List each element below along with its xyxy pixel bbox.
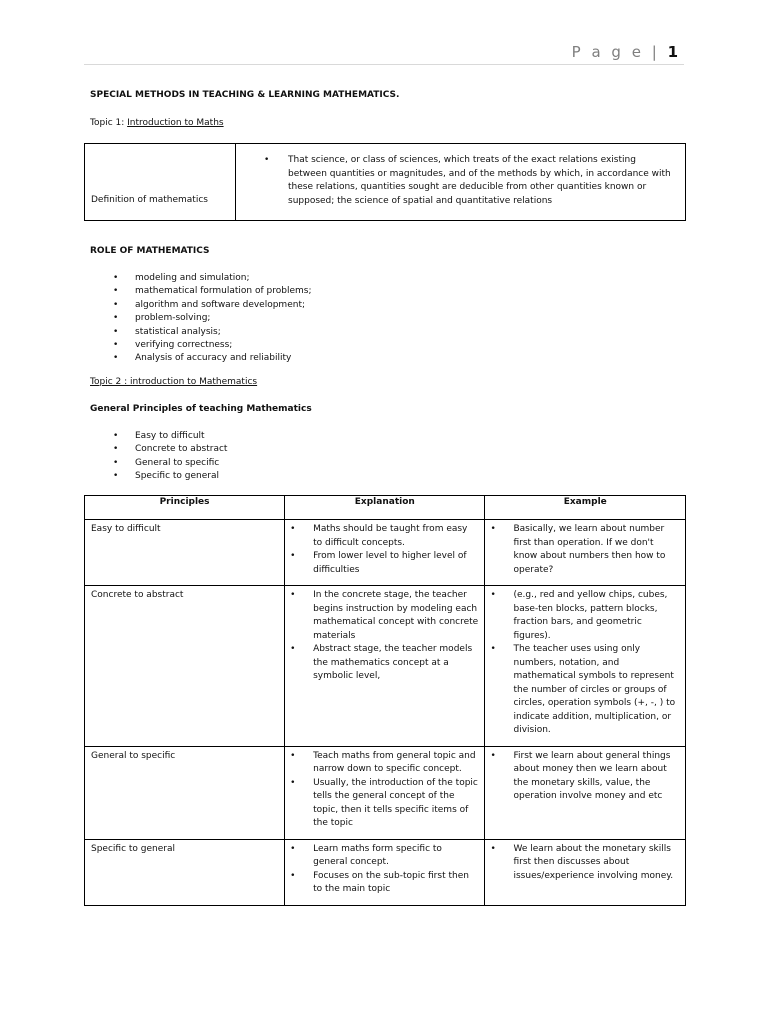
example-cell: • (e.g., red and yellow chips, cubes, base-ten blocks, pattern blocks, fraction bars, and geometric figures). • The teacher uses using only numbers, notation, and mathematical symbols to represent the number of circles or groups of circles, operation symbols (+, -, ) to indicate addition, multiplication, or division. [485,586,686,747]
list-item: • Specific to general [113,470,227,483]
explanation-cell: • In the concrete stage, the teacher begins instruction by modeling each mathematical concept with concrete materials • Abstract stage, the teacher models the mathematics concept at a symbolic level, [285,586,485,747]
principle-cell: Concrete to abstract [85,586,285,747]
role-heading: ROLE OF MATHEMATICS [90,246,210,256]
table-row [85,520,686,586]
explanation-cell: • Maths should be taught from easy to difficult concepts. • From lower level to higher level of difficulties [285,520,485,586]
bullet-icon: • [490,644,496,654]
topic-1-name: Introduction to Maths [127,118,224,128]
example-cell: • We learn about the monetary skills first then discusses about issues/experience involving money. [485,839,686,905]
explanation-cell: • Learn maths form specific to general concept. • Focuses on the sub-topic first then to the main topic [285,839,485,905]
principle-cell: Specific to general [85,839,285,905]
bullet-icon: • [290,750,296,761]
topic-2-heading: Topic 2 : introduction to Mathematics [90,377,258,387]
table-row [85,839,686,905]
bullet-icon: • [113,273,119,283]
bullet-icon: • [290,870,296,881]
list-item: • modeling and simulation; [113,272,312,285]
page-label: P a g e | [571,43,660,61]
bullet-icon: • [490,750,496,761]
list-item: • problem-solving; [113,312,312,325]
bullet-icon: • [290,843,296,854]
bullet-icon: • [264,155,270,165]
table-header-row [85,496,686,520]
definition-text: That science, or class of sciences, which treats of the exact relations existing between quantities or magnitudes, and of the methods by which, in accordance with these relations, quantities sought are deducible from other quantities known or supposed; the science of spatial and quantitative relations [288,155,671,206]
bullet-icon: • [290,644,296,654]
example-cell: • Basically, we learn about number first than operation. If we don't know about numbers then how to operate? [485,520,686,586]
column-header: Explanation [285,496,485,520]
bullet-icon: • [113,457,119,468]
column-header: Example [485,496,686,520]
principle-cell: General to specific [85,746,285,839]
document-title: SPECIAL METHODS IN TEACHING & LEARNING MATHEMATICS. [90,90,400,100]
topic-1-prefix: Topic 1: [90,118,128,128]
bullet-icon: • [290,524,296,534]
list-item: • mathematical formulation of problems; [113,285,312,298]
list-item: • algorithm and software development; [113,299,312,312]
list-item: • Easy to difficult [113,430,227,443]
header-divider [84,64,684,65]
bullet-icon: • [113,340,119,351]
definition-text-cell [236,144,686,221]
bullet-icon: • [113,353,119,364]
role-list [113,272,312,366]
definition-label: Definition of mathematics [91,195,208,205]
bullet-icon: • [113,444,119,455]
principles-heading: General Principles of teaching Mathematics [90,404,312,414]
principle-cell: Easy to difficult [85,520,285,586]
bullet-icon: • [290,551,296,561]
definition-label-cell [85,144,236,221]
principles-list [113,430,227,484]
document-body [90,90,685,128]
list-item: • verifying correctness; [113,339,312,352]
bullet-icon: • [490,524,496,534]
bullet-icon: • [113,326,119,337]
bullet-icon: • [290,777,296,788]
bullet-icon: • [113,299,119,310]
page-header [572,43,678,61]
list-item: • General to specific [113,457,227,470]
table-row [85,746,686,839]
list-item: • Analysis of accuracy and reliability [113,352,312,365]
list-item: • statistical analysis; [113,326,312,339]
bullet-icon: • [113,313,119,324]
bullet-icon: • [113,471,119,482]
bullet-icon: • [490,590,496,600]
bullet-icon: • [113,431,119,441]
page-number: 1 [667,43,678,61]
definition-table [84,143,686,221]
topic-1-heading [90,118,685,128]
bullet-icon: • [490,843,496,854]
bullet-icon: • [113,286,119,297]
bullet-icon: • [290,590,296,600]
principles-table [84,495,686,906]
table-row [85,586,686,747]
column-header: Principles [85,496,285,520]
example-cell: • First we learn about general things about money then we learn about the monetary skills, value, the operation involve money and etc [485,746,686,839]
explanation-cell: • Teach maths from general topic and narrow down to specific concept. • Usually, the introduction of the topic tells the general concept of the topic, then it tells specific items of the topic [285,746,485,839]
list-item: • Concrete to abstract [113,443,227,456]
